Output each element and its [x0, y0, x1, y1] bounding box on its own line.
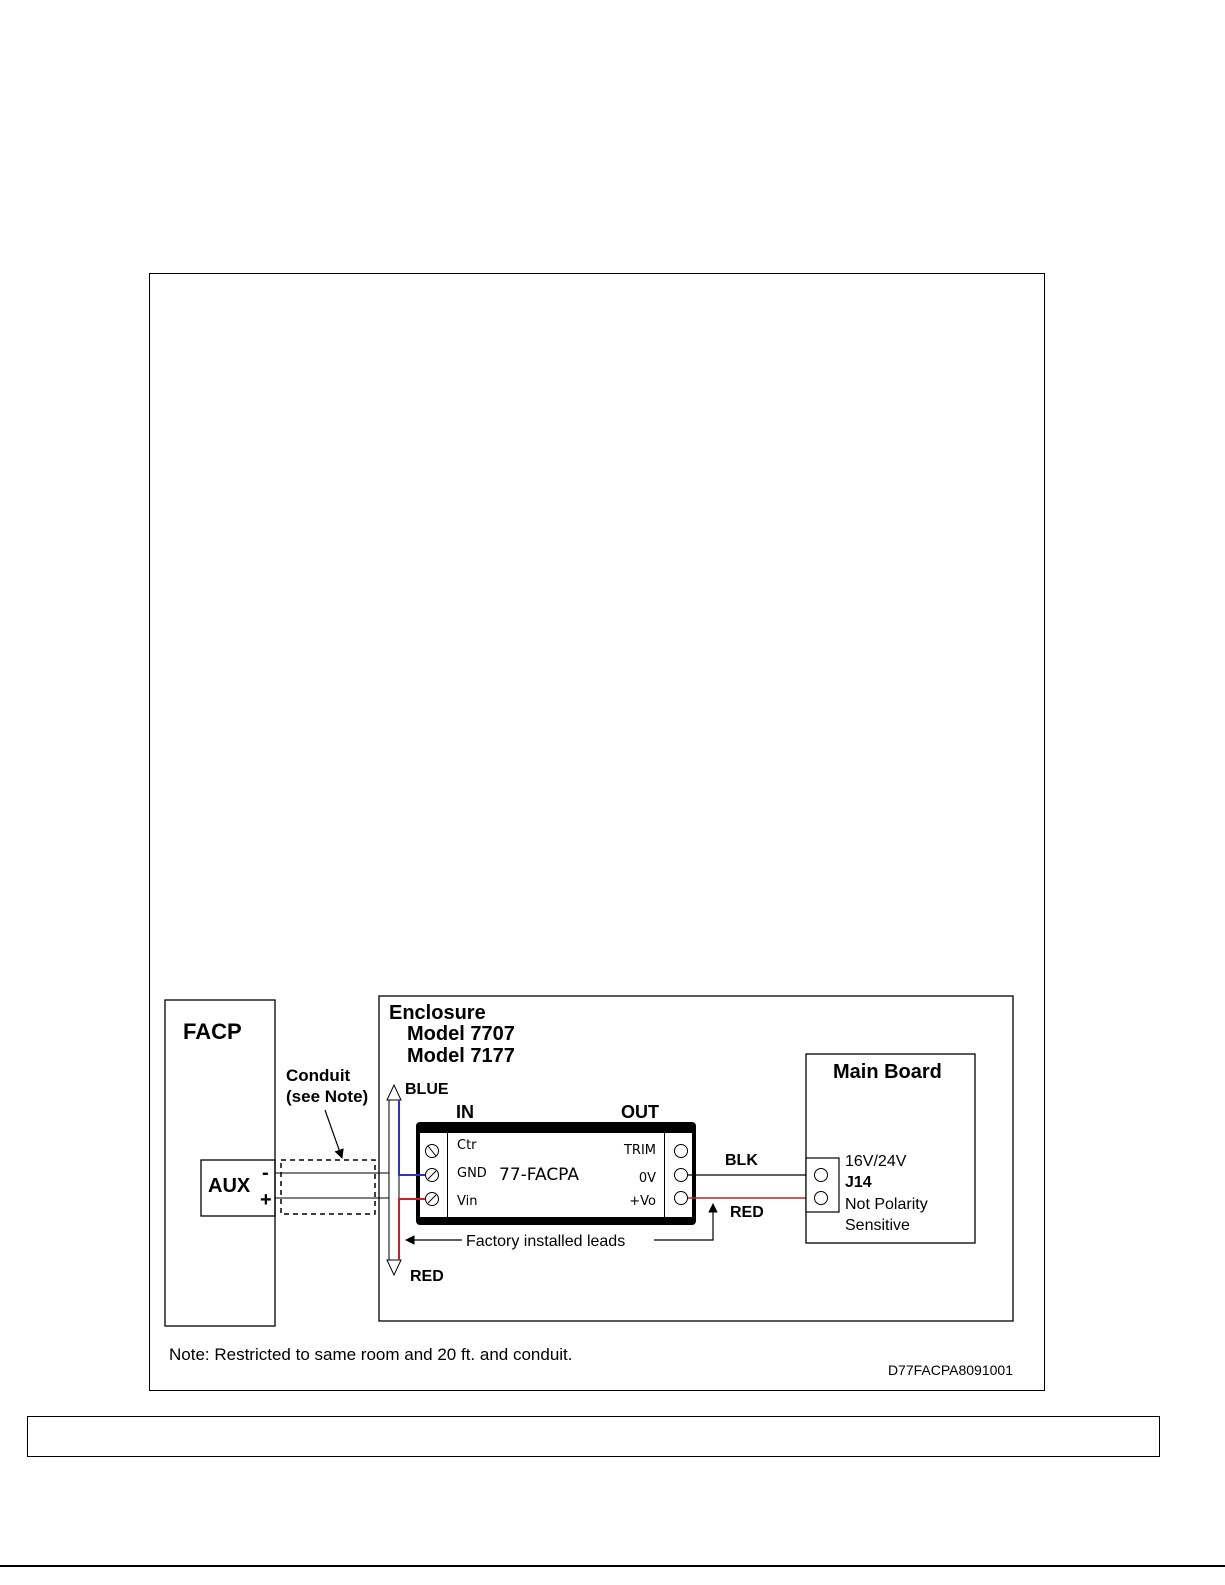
aux-label: AUX	[208, 1175, 251, 1197]
main-board-connector: J14	[845, 1174, 872, 1191]
red-lead-cap	[387, 1260, 401, 1275]
terminal-gnd	[426, 1169, 439, 1182]
blk-wire-label: BLK	[725, 1152, 758, 1169]
conduit-label-line1: Conduit	[286, 1066, 351, 1085]
terminal-label-trim: TRIM	[623, 1143, 656, 1158]
conduit-pointer-arrow	[325, 1110, 342, 1158]
terminal-trim	[675, 1145, 688, 1158]
terminal-label-0v: 0V	[638, 1171, 656, 1186]
facp-panel	[165, 1000, 275, 1326]
terminal-label-gnd: GND	[457, 1166, 487, 1181]
red-wire-label-in: RED	[410, 1268, 444, 1285]
terminal-vo	[675, 1192, 688, 1205]
blue-lead-cap	[387, 1085, 401, 1100]
conduit-label-line2: (see Note)	[286, 1087, 369, 1106]
j14-pin-1	[815, 1169, 828, 1182]
terminal-label-vin: Vin	[457, 1194, 478, 1209]
main-board	[806, 1054, 975, 1243]
terminal-ctr	[426, 1145, 439, 1158]
enclosure-model-1: Model 7707	[407, 1023, 515, 1045]
aux-plus-sign: +	[260, 1189, 272, 1211]
red-wire-label-out: RED	[730, 1204, 764, 1221]
main-board-polarity-1: Not Polarity	[845, 1196, 928, 1213]
main-board-voltage: 16V/24V	[845, 1153, 907, 1170]
page-bottom-rule	[0, 1565, 1225, 1567]
diagram-note: Note: Restricted to same room and 20 ft. and conduit.	[169, 1345, 573, 1364]
module-name: 77-FACPA	[499, 1165, 579, 1185]
enclosure-title: Enclosure	[389, 1002, 486, 1024]
main-board-polarity-2: Sensitive	[845, 1217, 910, 1234]
drawing-id: D77FACPA8091001	[887, 1362, 1013, 1378]
facp-title: FACP	[183, 1019, 242, 1044]
module-out-label: OUT	[621, 1102, 659, 1122]
module-in-label: IN	[456, 1102, 474, 1122]
aux-minus-sign: -	[262, 1162, 269, 1184]
conduit	[281, 1066, 375, 1214]
terminal-0v	[675, 1169, 688, 1182]
terminal-label-vo: +Vo	[629, 1194, 656, 1209]
factory-leads-label: Factory installed leads	[466, 1233, 626, 1250]
main-board-title: Main Board	[833, 1061, 942, 1083]
facp-wires	[275, 1085, 401, 1275]
terminal-label-ctr: Ctr	[457, 1138, 477, 1153]
facpa-module	[416, 1102, 696, 1225]
j14-pin-2	[815, 1192, 828, 1205]
terminal-vin	[426, 1193, 439, 1206]
blue-wire-label: BLUE	[405, 1081, 449, 1098]
enclosure-model-2: Model 7177	[407, 1045, 515, 1067]
caption-box	[27, 1416, 1160, 1457]
